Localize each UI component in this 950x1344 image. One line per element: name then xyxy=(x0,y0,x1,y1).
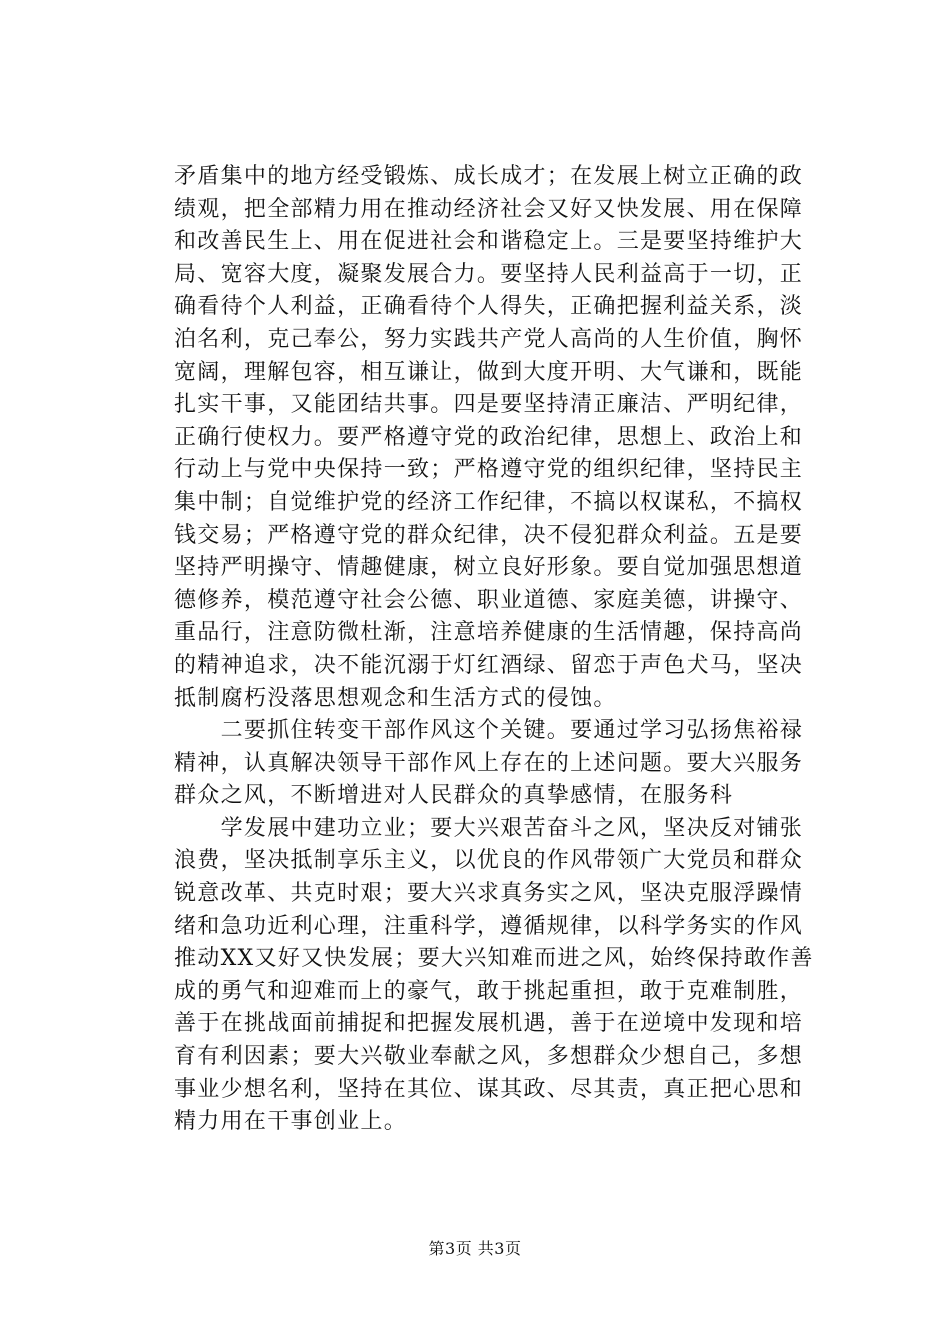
text-line: 正确行使权力。要严格遵守党的政治纪律，思想上、政治上和 xyxy=(174,424,804,450)
text-line: 德修养，模范遵守社会公德、职业道德、家庭美德，讲操守、 xyxy=(174,587,804,613)
text-line: 和改善民生上、用在促进社会和谐稳定上。三是要坚持维护大 xyxy=(174,229,804,255)
page-footer: 第3页 共3页 xyxy=(428,1239,522,1258)
text-line: 坚持严明操守、情趣健康，树立良好形象。要自觉加强思想道 xyxy=(174,555,804,581)
document-body xyxy=(174,161,824,1139)
text-line: 泊名利，克己奉公，努力实践共产党人高尚的人生价值，胸怀 xyxy=(174,326,804,352)
text-line: 集中制；自觉维护党的经济工作纪律，不搞以权谋私，不搞权 xyxy=(174,489,804,515)
text-line: 确看待个人利益，正确看待个人得失，正确把握利益关系，淡 xyxy=(174,294,804,320)
text-line: 群众之风，不断增进对人民群众的真挚感情，在服务科 xyxy=(174,783,734,809)
text-line: 绪和急功近利心理，注重科学，遵循规律，以科学务实的作风 xyxy=(174,913,804,939)
text-line: 扎实干事，又能团结共事。四是要坚持清正廉洁、严明纪律， xyxy=(174,392,804,418)
text-line: 学发展中建功立业；要大兴艰苦奋斗之风，坚决反对铺张 xyxy=(174,815,804,841)
text-line: 成的勇气和迎难而上的豪气，敢于挑起重担，敢于克难制胜， xyxy=(174,978,804,1004)
text-line: 宽阔，理解包容，相互谦让，做到大度开明、大气谦和，既能 xyxy=(174,359,804,385)
text-line: 局、宽容大度，凝聚发展合力。要坚持人民利益高于一切，正 xyxy=(174,261,804,287)
text-line: 事业少想名利，坚持在其位、谋其政、尽其责，真正把心思和 xyxy=(174,1076,804,1102)
text-line: 育有利因素；要大兴敬业奉献之风，多想群众少想自己，多想 xyxy=(174,1044,804,1070)
text-line: 钱交易；严格遵守党的群众纪律，决不侵犯群众利益。五是要 xyxy=(174,522,804,548)
text-line: 重品行，注意防微杜渐，注意培养健康的生活情趣，保持高尚 xyxy=(174,620,804,646)
text-line: 二要抓住转变干部作风这个关键。要通过学习弘扬焦裕禄 xyxy=(174,718,804,744)
text-line: 矛盾集中的地方经受锻炼、成长成才；在发展上树立正确的政 xyxy=(174,164,804,189)
text-line: 浪费，坚决抵制享乐主义，以优良的作风带领广大党员和群众 xyxy=(174,848,804,874)
text-line: 行动上与党中央保持一致；严格遵守党的组织纪律，坚持民主 xyxy=(174,457,804,483)
text-line: 抵制腐朽没落思想观念和生活方式的侵蚀。 xyxy=(174,685,617,711)
text-line: 绩观，把全部精力用在推动经济社会又好又快发展、用在保障 xyxy=(174,196,804,222)
text-line: 的精神追求，决不能沉溺于灯红酒绿、留恋于声色犬马，坚决 xyxy=(174,652,804,678)
text-line: 精力用在干事创业上。 xyxy=(174,1109,408,1135)
text-line: 善于在挑战面前捕捉和把握发展机遇，善于在逆境中发现和培 xyxy=(174,1011,804,1037)
text-line: 精神，认真解决领导干部作风上存在的上述问题。要大兴服务 xyxy=(174,750,804,776)
text-line: 推动XX又好又快发展；要大兴知难而进之风，始终保持敢作善 xyxy=(174,946,814,972)
text-line: 锐意改革、共克时艰；要大兴求真务实之风，坚决克服浮躁情 xyxy=(174,881,804,907)
